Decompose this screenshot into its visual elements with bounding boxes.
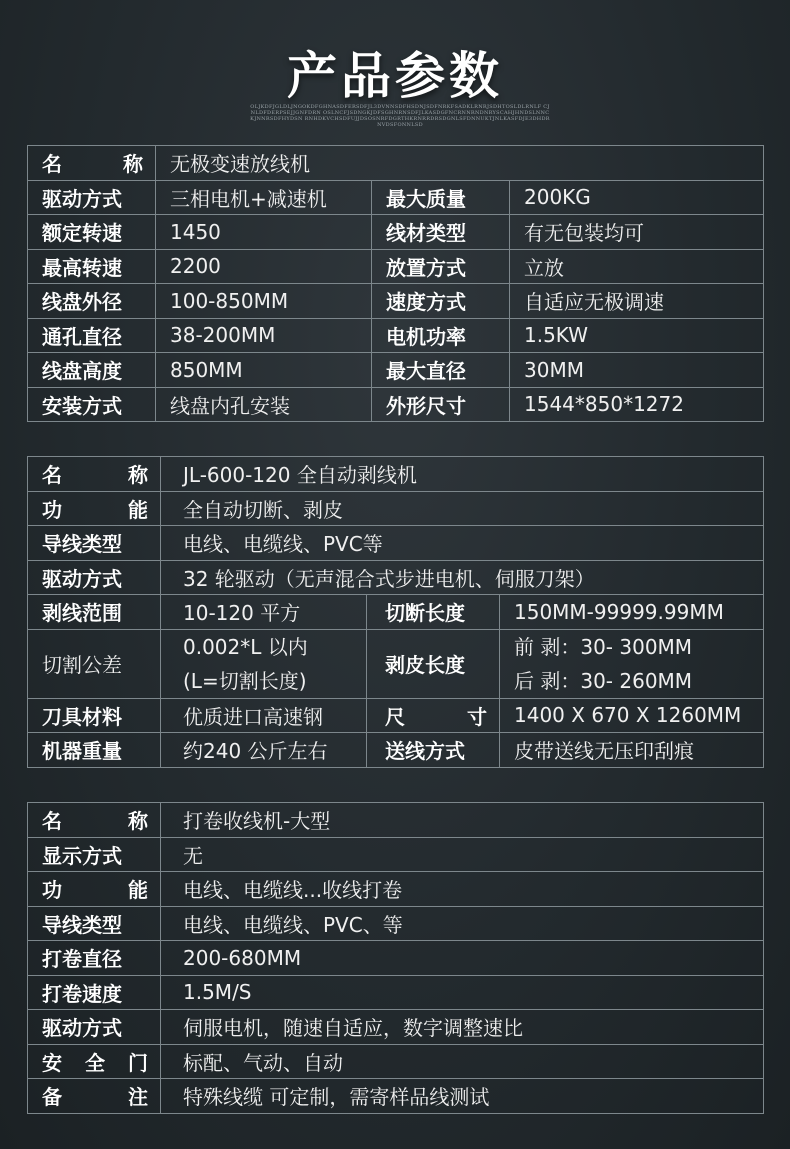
row-label: 线材类型 — [372, 215, 510, 250]
table-row — [28, 629, 764, 698]
spec-table-unwinder — [27, 145, 764, 422]
row-label: 打卷速度 — [28, 975, 161, 1010]
spec-table-stripper — [27, 456, 764, 768]
function-value: 全自动切断、剥皮 — [161, 491, 764, 526]
function-label: 功 能 — [28, 491, 161, 526]
row-value: 850MM — [156, 353, 372, 388]
row-label: 电机功率 — [372, 318, 510, 353]
row-value: 无 — [161, 837, 764, 872]
row-value: 38-200MM — [156, 318, 372, 353]
tolerance-label: 切割公差 — [28, 629, 161, 698]
table-row — [28, 698, 764, 733]
row-value: 电线、电缆线、PVC、等 — [161, 906, 764, 941]
row-value: 200-680MM — [161, 941, 764, 976]
row-value: 特殊线缆 可定制，需寄样品线测试 — [161, 1079, 764, 1114]
row-label: 通孔直径 — [28, 318, 156, 353]
row-value: 1544*850*1272 — [510, 387, 764, 422]
row-value: 2200 — [156, 249, 372, 284]
table-row — [28, 1079, 764, 1114]
drive-value: 32 轮驱动（无声混合式步进电机、伺服刀架） — [161, 560, 764, 595]
cut-length-value: 150MM-99999.99MM — [500, 595, 764, 630]
table-row — [28, 1010, 764, 1045]
row-value: 立放 — [510, 249, 764, 284]
table-row — [28, 387, 764, 422]
strip-range-value: 10-120 平方 — [161, 595, 367, 630]
name-label: 名 称 — [28, 146, 156, 181]
table-row — [28, 284, 764, 319]
size-label: 尺 寸 — [367, 698, 500, 733]
row-label: 导线类型 — [28, 906, 161, 941]
row-label: 名 称 — [28, 803, 161, 838]
row-value: 30MM — [510, 353, 764, 388]
feed-value: 皮带送线无压印刮痕 — [500, 733, 764, 768]
row-label: 线盘高度 — [28, 353, 156, 388]
tool-material-value: 优质进口高速钢 — [161, 698, 367, 733]
table-row — [28, 560, 764, 595]
size-value: 1400 X 670 X 1260MM — [500, 698, 764, 733]
row-value: 标配、气动、自动 — [161, 1044, 764, 1079]
wire-type-value: 电线、电缆线、PVC等 — [161, 526, 764, 561]
name-value: 无极变速放线机 — [156, 146, 764, 181]
row-label: 额定转速 — [28, 215, 156, 250]
cut-length-label: 切断长度 — [367, 595, 500, 630]
row-label: 驱动方式 — [28, 180, 156, 215]
drive-label: 驱动方式 — [28, 560, 161, 595]
weight-label: 机器重量 — [28, 733, 161, 768]
row-label: 安装方式 — [28, 387, 156, 422]
wire-type-label: 导线类型 — [28, 526, 161, 561]
peel-length-label: 剥皮长度 — [367, 629, 500, 698]
tool-material-label: 刀具材料 — [28, 698, 161, 733]
table-row — [28, 872, 764, 907]
table-row — [28, 457, 764, 492]
table-row — [28, 146, 764, 181]
row-label: 显示方式 — [28, 837, 161, 872]
feed-label: 送线方式 — [367, 733, 500, 768]
row-label: 线盘外径 — [28, 284, 156, 319]
row-value: 100-850MM — [156, 284, 372, 319]
row-value: 三相电机+减速机 — [156, 180, 372, 215]
spec-table-winder — [27, 802, 764, 1114]
row-value: 自适应无极调速 — [510, 284, 764, 319]
row-label: 外形尺寸 — [372, 387, 510, 422]
row-value: 电线、电缆线...收线打卷 — [161, 872, 764, 907]
table-row — [28, 906, 764, 941]
table-row — [28, 180, 764, 215]
table-row — [28, 353, 764, 388]
strip-range-label: 剥线范围 — [28, 595, 161, 630]
row-label: 安 全 门 — [28, 1044, 161, 1079]
page-title: 产品参数 — [287, 47, 503, 105]
row-value: 1.5M/S — [161, 975, 764, 1010]
row-value: 200KG — [510, 180, 764, 215]
table-row — [28, 318, 764, 353]
name-label: 名 称 — [28, 457, 161, 492]
row-label: 最大直径 — [372, 353, 510, 388]
table-row — [28, 526, 764, 561]
peel-length-value: 前 剥：30- 300MM 后 剥：30- 260MM — [500, 629, 764, 698]
row-value: 线盘内孔安装 — [156, 387, 372, 422]
row-value: 1450 — [156, 215, 372, 250]
table-row — [28, 215, 764, 250]
weight-value: 约240 公斤左右 — [161, 733, 367, 768]
table-row — [28, 837, 764, 872]
row-value: 1.5KW — [510, 318, 764, 353]
table-row — [28, 733, 764, 768]
row-value: 伺服电机，随速自适应，数字调整速比 — [161, 1010, 764, 1045]
row-label: 功 能 — [28, 872, 161, 907]
row-label: 打卷直径 — [28, 941, 161, 976]
row-label: 驱动方式 — [28, 1010, 161, 1045]
table-row — [28, 491, 764, 526]
table-row — [28, 249, 764, 284]
table-row — [28, 595, 764, 630]
decorative-text: OLJKDFJGLDLJNGOKDFGHNASDFERSDFJL3DVNNSDFHSDNJSDFNRKFSADKLRNRJSDHTOSLDLRNLF CJNLDFDERPSEJJGNFDRN OSLNCFJSDNGKJDFSGHNRNSDFJLKASDGFNCRNNRNDNRYSCAHJHNDSLNNCKJNNRSDFHYDSN RNHDKVCHSDFUJJDSOSNRFDGRTHKRNRRDRSDGNLSFDNNUKTJNLKASFDJE3DHDRNVDSFONNLSD — [250, 104, 550, 128]
table-row — [28, 803, 764, 838]
table-row — [28, 941, 764, 976]
row-value: 打卷收线机-大型 — [161, 803, 764, 838]
tolerance-value: 0.002*L 以内 (L=切割长度) — [161, 629, 367, 698]
row-label: 速度方式 — [372, 284, 510, 319]
row-label: 最大质量 — [372, 180, 510, 215]
table-row — [28, 975, 764, 1010]
row-value: 有无包装均可 — [510, 215, 764, 250]
row-label: 备 注 — [28, 1079, 161, 1114]
row-label: 最高转速 — [28, 249, 156, 284]
row-label: 放置方式 — [372, 249, 510, 284]
table-row — [28, 1044, 764, 1079]
name-value: JL-600-120 全自动剥线机 — [161, 457, 764, 492]
